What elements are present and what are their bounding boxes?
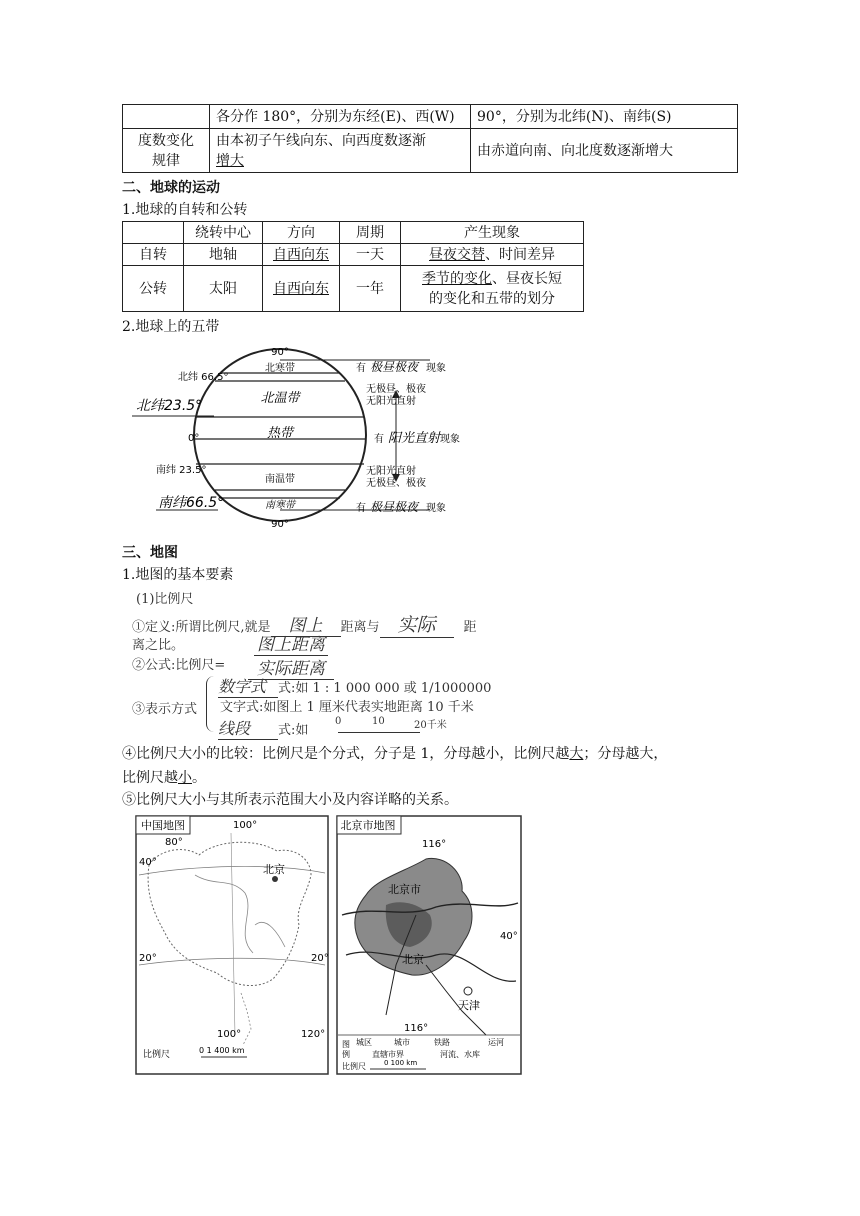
- table-cell: 自西向东: [263, 244, 340, 266]
- tick-label: 10: [372, 716, 385, 727]
- table-cell: 度数变化规律: [123, 129, 210, 173]
- underlined-answer: 季节的变化: [422, 270, 492, 287]
- lon-label: 80°: [165, 837, 183, 848]
- legend-item: 运河: [488, 1038, 504, 1047]
- table-cell: 90°，分别为北纬(N)、南纬(S): [471, 105, 738, 129]
- note-you: 有: [374, 434, 384, 445]
- note-you: 有: [356, 363, 366, 374]
- scale-heading: (1)比例尺: [136, 592, 194, 607]
- zone-frigid-n: 北寒带: [265, 363, 295, 374]
- cell-text: 、时间差异: [485, 246, 555, 263]
- cell-text: 的变化和五带的划分: [429, 290, 555, 307]
- lat-label: 40°: [139, 857, 157, 868]
- map-title: 中国地图: [141, 819, 185, 832]
- label-90-top: 90°: [271, 347, 289, 358]
- zone-tropic: 热带: [266, 426, 294, 441]
- definition-cont: 离之比。: [132, 638, 185, 653]
- section-heading: 二、地球的运动: [122, 180, 220, 196]
- table-header: 周期: [340, 222, 401, 244]
- zone-temperate-n: 北温带: [260, 391, 300, 406]
- label-90-bottom: 90°: [271, 519, 289, 530]
- scale-label: 比例尺: [342, 1062, 366, 1071]
- table-cell: 自转: [123, 244, 184, 266]
- five-zones-diagram: [130, 340, 460, 530]
- table-cell: 太阳: [184, 266, 263, 312]
- subheading: 1.地球的自转和公转: [122, 202, 248, 218]
- scale-value: 0 1 400 km: [199, 1046, 245, 1055]
- zone-temperate-s: 南温带: [265, 474, 295, 485]
- hand-answer: 实际: [380, 610, 454, 638]
- cell-line: 由本初子午线向东、向西度数逐渐: [216, 132, 426, 149]
- tick-label: 0: [335, 716, 342, 727]
- table-cell: 一年: [340, 266, 401, 312]
- definition-text: 距离与: [340, 620, 380, 635]
- ways-label: ③表示方式: [132, 702, 198, 717]
- beijing-map: [336, 815, 522, 1075]
- lon-label: 120°: [301, 1029, 326, 1040]
- table-row: [123, 244, 584, 266]
- table-cell: 地轴: [184, 244, 263, 266]
- formula-denominator: 实际距离: [248, 654, 334, 680]
- table-row: [123, 266, 584, 312]
- table-row: [123, 222, 584, 244]
- subheading: 1.地图的基本要素: [122, 567, 234, 583]
- china-map: [135, 815, 329, 1075]
- lat-label: 20°: [311, 953, 329, 964]
- note-xianxiang: 现象: [426, 503, 446, 514]
- table-row: [123, 105, 738, 129]
- underlined-answer: 昼夜交替: [429, 246, 485, 263]
- legend-item: 城市: [394, 1038, 410, 1047]
- map-title: 北京市地图: [340, 819, 396, 832]
- lon-label: 116°: [404, 1023, 429, 1034]
- definition-text: 距: [463, 620, 477, 635]
- brace: [206, 676, 217, 732]
- lat-lon-table: [122, 104, 738, 173]
- label-s235: 南纬 23.5°: [156, 465, 207, 476]
- cell-line-underlined: 增大: [216, 152, 244, 169]
- table-cell: 公转: [123, 266, 184, 312]
- city-label: 天津: [458, 999, 480, 1012]
- tick-label: 20千米: [414, 720, 447, 731]
- hand-answer: 图上: [271, 611, 341, 637]
- scale-label: 比例尺: [143, 1050, 171, 1060]
- label-n665: 北纬 66.5°: [178, 372, 229, 383]
- paragraph-text: ；分母越大，: [583, 746, 668, 762]
- scale-value: 0 100 km: [384, 1059, 418, 1067]
- lat-label: 20°: [139, 953, 157, 964]
- hand-answer: 线段: [218, 716, 278, 740]
- way-number: [218, 674, 491, 698]
- hand-direct: 阳光直射: [388, 431, 441, 446]
- table-header: 绕转中心: [184, 222, 263, 244]
- way-line: [218, 716, 308, 740]
- city-label: 北京: [402, 953, 424, 966]
- scale-notes: [132, 588, 512, 738]
- note-xianxiang: 现象: [426, 363, 446, 374]
- way-text-line: 文字式:如图上 1 厘米代表实地距离 10 千米: [220, 700, 474, 715]
- hand-s665: 南纬66.5°: [158, 495, 225, 511]
- section-heading: 三、地图: [122, 545, 178, 561]
- way-text: 式:如: [278, 723, 309, 738]
- table-cell: [401, 244, 584, 266]
- label-zero: 0°: [188, 433, 200, 444]
- scale-compare: [122, 742, 742, 790]
- hand-polar-s: 极昼极夜: [370, 500, 419, 514]
- table-cell: 由赤道向南、向北度数逐渐增大: [471, 129, 738, 173]
- legend-label: 例: [342, 1050, 350, 1059]
- table-cell: [401, 266, 584, 312]
- zone-frigid-s: 南寒带: [265, 500, 295, 511]
- underlined-answer: 小: [178, 770, 192, 786]
- definition-text: ①定义:所谓比例尺,就是: [132, 620, 271, 635]
- cell-text: 、昼夜长短: [492, 270, 562, 287]
- city-label: 北京: [263, 863, 285, 876]
- table-cell: [210, 129, 471, 173]
- note-no-polar: 无极昼、极夜: [366, 384, 426, 395]
- lon-label: 100°: [217, 1029, 242, 1040]
- city-label: 北京市: [388, 883, 421, 896]
- paragraph-text: ⑤比例尺大小与其所表示范围大小及内容详略的关系。: [122, 792, 458, 808]
- table-cell: 一天: [340, 244, 401, 266]
- hand-n235: 北纬23.5°: [136, 398, 203, 414]
- table-header: 方向: [263, 222, 340, 244]
- table-header: 产生现象: [401, 222, 584, 244]
- hand-answer: 数字式: [218, 674, 278, 698]
- legend-item: 铁路: [434, 1038, 450, 1047]
- underlined-answer: 大: [569, 746, 584, 762]
- paragraph-text: ④比例尺大小的比较：比例尺是个分式，分子是 1，分母越小，比例尺越: [122, 746, 570, 762]
- table-cell: [123, 105, 210, 129]
- earth-motion-table: [122, 221, 584, 312]
- scale-bar: [335, 716, 448, 734]
- legend-label: 图: [342, 1040, 350, 1049]
- lat-label: 40°: [500, 931, 518, 942]
- table-header: [123, 222, 184, 244]
- formula-label: ②公式:比例尺=: [132, 658, 226, 673]
- legend-item: 直辖市界: [372, 1050, 404, 1059]
- legend-item: 城区: [356, 1038, 372, 1047]
- way-text: 式:如 1 : 1 000 000 或 1/1000000: [278, 681, 492, 696]
- legend-item: 河流、水库: [440, 1050, 480, 1059]
- note-no-direct-s: 无阳光直射: [366, 466, 416, 477]
- formula-numerator: 图上距离: [254, 630, 328, 656]
- hand-polar: 极昼极夜: [370, 360, 419, 374]
- subheading: 2.地球上的五带: [122, 319, 220, 335]
- note-no-direct: 无阳光直射: [366, 396, 416, 407]
- table-cell: 自西向东: [263, 266, 340, 312]
- note-you: 有: [356, 503, 366, 514]
- table-cell: 各分作 180°，分别为东经(E)、西(W): [210, 105, 471, 129]
- paragraph-text: 比例尺越: [122, 770, 178, 786]
- lon-label: 100°: [233, 820, 258, 831]
- paragraph-text: 。: [192, 770, 206, 786]
- note-no-polar-s: 无极昼、极夜: [366, 478, 426, 489]
- lon-label: 116°: [422, 839, 447, 850]
- note-xianxiang: 现象: [440, 434, 460, 445]
- table-row: [123, 129, 738, 173]
